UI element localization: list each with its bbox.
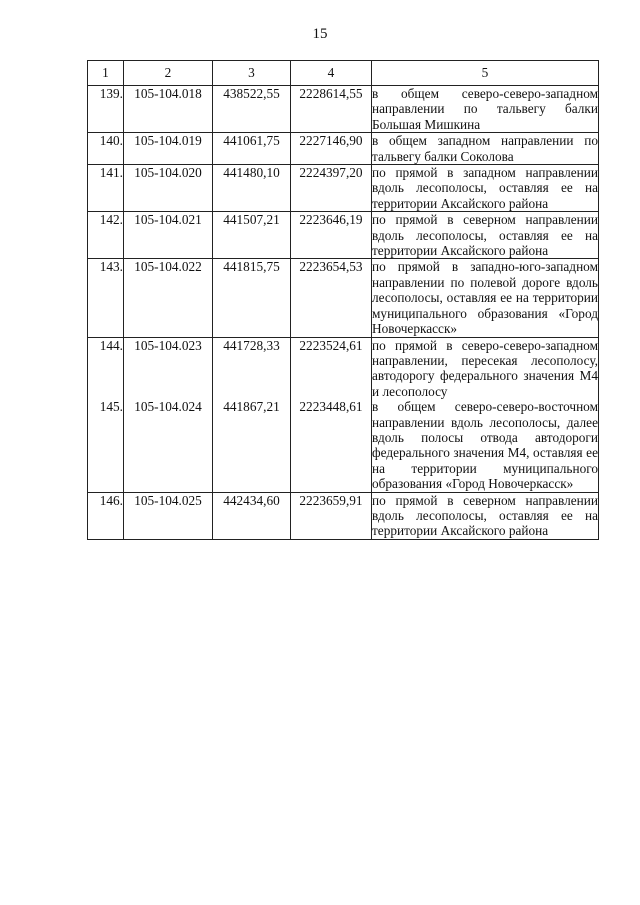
table-row (88, 133, 599, 165)
point-code: 105-104.023 (124, 337, 213, 399)
point-code: 105-104.019 (124, 133, 213, 165)
point-code: 105-104.022 (124, 259, 213, 337)
row-number: 143. (88, 259, 124, 337)
row-number: 145. (88, 399, 124, 492)
column-header-5: 5 (372, 61, 599, 86)
table-row (88, 337, 599, 399)
coordinate-x: 441867,21 (213, 399, 291, 492)
boundary-description: по прямой в западно-юго-западном направлении по полевой дороге вдоль лесополосы, оставляя ее на территории муниципального образования «Город Новочеркасск» (372, 259, 598, 337)
coordinate-y: 2223448,61 (291, 399, 372, 492)
coordinate-y: 2223524,61 (291, 337, 372, 399)
row-number: 141. (88, 165, 124, 212)
boundary-description: в общем северо-северо-восточном направлении вдоль лесополосы, далее вдоль полосы отвода автодороги федерального значения М4, оставляя ее на территории муниципального образования «Город Новочеркасск» (372, 399, 598, 492)
column-header-4: 4 (291, 61, 372, 86)
point-code: 105-104.018 (124, 86, 213, 133)
coordinate-x: 441061,75 (213, 133, 291, 165)
coordinate-x: 441480,10 (213, 165, 291, 212)
coordinate-x: 441507,21 (213, 212, 291, 259)
coordinate-y: 2227146,90 (291, 133, 372, 165)
table-row (88, 259, 599, 337)
coordinate-y: 2223654,53 (291, 259, 372, 337)
boundary-description: по прямой в северном направлении вдоль лесополосы, оставляя ее на территории Аксайского района (372, 212, 598, 259)
table-row (88, 165, 599, 212)
coordinate-x: 441815,75 (213, 259, 291, 337)
column-header-1: 1 (88, 61, 124, 86)
coordinates-table (87, 60, 599, 540)
row-number: 144. (88, 337, 124, 399)
coordinate-x: 441728,33 (213, 337, 291, 399)
coordinate-y: 2224397,20 (291, 165, 372, 212)
table-row (88, 492, 599, 539)
table-row (88, 86, 599, 133)
page-number: 15 (312, 26, 328, 42)
point-code: 105-104.020 (124, 165, 213, 212)
row-number: 142. (88, 212, 124, 259)
point-code: 105-104.025 (124, 492, 213, 539)
row-number: 140. (88, 133, 124, 165)
point-code: 105-104.024 (124, 399, 213, 492)
row-number: 146. (88, 492, 124, 539)
boundary-description: по прямой в северном направлении вдоль лесополосы, оставляя ее на территории Аксайского района (372, 492, 598, 539)
table-row (88, 212, 599, 259)
column-header-2: 2 (124, 61, 213, 86)
table-header-row (88, 61, 599, 86)
coordinate-x: 442434,60 (213, 492, 291, 539)
boundary-description: в общем западном направлении по тальвегу балки Соколова (372, 133, 598, 164)
coordinate-y: 2223646,19 (291, 212, 372, 259)
column-header-3: 3 (213, 61, 291, 86)
table-row (88, 399, 599, 492)
point-code: 105-104.021 (124, 212, 213, 259)
coordinate-y: 2228614,55 (291, 86, 372, 133)
boundary-description: в общем северо-северо-западном направлении по тальвегу балки Большая Мишкина (372, 86, 598, 132)
coordinate-x: 438522,55 (213, 86, 291, 133)
row-number: 139. (88, 86, 124, 133)
boundary-description: по прямой в западном направлении вдоль лесополосы, оставляя ее на территории Аксайского района (372, 165, 598, 211)
boundary-description: по прямой в северо-северо-западном направлении, пересекая лесополосу, автодорогу федерального значения М4 и лесополосу (372, 337, 598, 399)
coordinate-y: 2223659,91 (291, 492, 372, 539)
